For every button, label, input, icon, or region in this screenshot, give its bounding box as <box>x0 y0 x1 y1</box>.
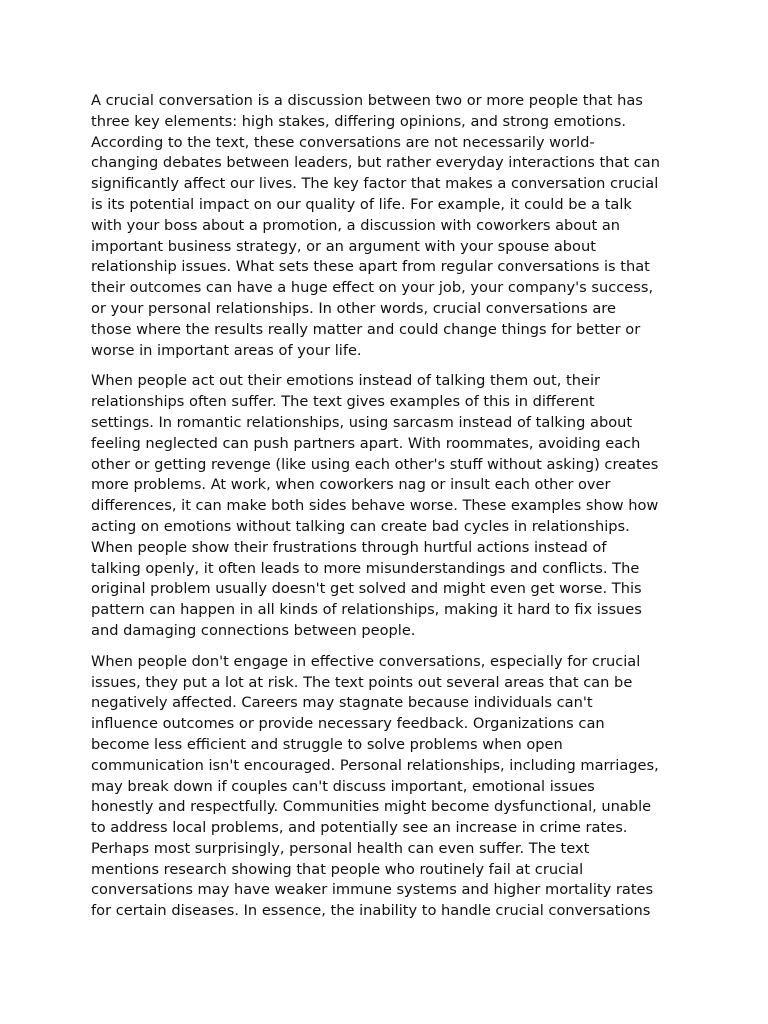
text-line: negatively affected. Careers may stagnate because individuals can't <box>91 694 593 712</box>
text-line: honestly and respectfully. Communities might become dysfunctional, unable <box>91 798 652 816</box>
text-line: acting on emotions without talking can create bad cycles in relationships. <box>91 517 630 535</box>
text-line: relationships often suffer. The text gives examples of this in different <box>91 393 595 411</box>
text-line: According to the text, these conversations are not necessarily world- <box>91 133 595 151</box>
text-line: with your boss about a promotion, a discussion with coworkers about an <box>91 216 621 234</box>
text-line: for certain diseases. In essence, the inability to handle crucial conversations <box>91 902 651 920</box>
paragraph <box>91 652 691 922</box>
text-line: other or getting revenge (like using each other's stuff without asking) creates <box>91 455 659 473</box>
paragraph <box>91 371 691 641</box>
text-line: When people show their frustrations through hurtful actions instead of <box>91 538 607 556</box>
text-line: more problems. At work, when coworkers nag or insult each other over <box>91 476 611 494</box>
text-line: three key elements: high stakes, differing opinions, and strong emotions. <box>91 112 626 130</box>
text-line: important business strategy, or an argument with your spouse about <box>91 237 596 255</box>
text-line: is its potential impact on our quality of life. For example, it could be a talk <box>91 195 632 213</box>
text-line: those where the results really matter and could change things for better or <box>91 320 641 338</box>
text-line: to address local problems, and potentially see an increase in crime rates. <box>91 819 628 837</box>
text-line: worse in important areas of your life. <box>91 341 362 359</box>
text-line: settings. In romantic relationships, using sarcasm instead of talking about <box>91 413 633 431</box>
text-line: A crucial conversation is a discussion between two or more people that has <box>91 92 643 109</box>
text-line: feeling neglected can push partners apart. With roommates, avoiding each <box>91 434 641 452</box>
text-line: mentions research showing that people who routinely fail at crucial <box>91 860 584 878</box>
text-line: When people act out their emotions instead of talking them out, their <box>91 372 601 390</box>
text-line: or your personal relationships. In other words, crucial conversations are <box>91 299 616 317</box>
text-line: differences, it can make both sides behave worse. These examples show how <box>91 497 659 515</box>
text-line: conversations may have weaker immune systems and higher mortality rates <box>91 881 654 899</box>
text-line: changing debates between leaders, but rather everyday interactions that can <box>91 154 660 172</box>
text-line: talking openly, it often leads to more misunderstandings and conflicts. The <box>91 559 640 577</box>
text-line: relationship issues. What sets these apart from regular conversations is that <box>91 258 650 276</box>
text-line: may break down if couples can't discuss important, emotional issues <box>91 777 595 795</box>
text-line: significantly affect our lives. The key factor that makes a conversation crucial <box>91 175 659 193</box>
paragraph <box>91 91 691 361</box>
text-line: issues, they put a lot at risk. The text points out several areas that can be <box>91 673 633 691</box>
text-line: pattern can happen in all kinds of relationships, making it hard to fix issues <box>91 601 642 619</box>
document-page <box>91 91 691 932</box>
text-line: become less efficient and struggle to solve problems when open <box>91 735 563 753</box>
text-line: and damaging connections between people. <box>91 621 416 639</box>
text-line: Perhaps most surprisingly, personal health can even suffer. The text <box>91 839 590 857</box>
text-line: When people don't engage in effective conversations, especially for crucial <box>91 652 641 670</box>
text-line: their outcomes can have a huge effect on your job, your company's success, <box>91 279 654 297</box>
text-line: communication isn't encouraged. Personal relationships, including marriages, <box>91 756 659 774</box>
text-line: original problem usually doesn't get solved and might even get worse. This <box>91 580 642 598</box>
text-line: influence outcomes or provide necessary feedback. Organizations can <box>91 715 605 733</box>
